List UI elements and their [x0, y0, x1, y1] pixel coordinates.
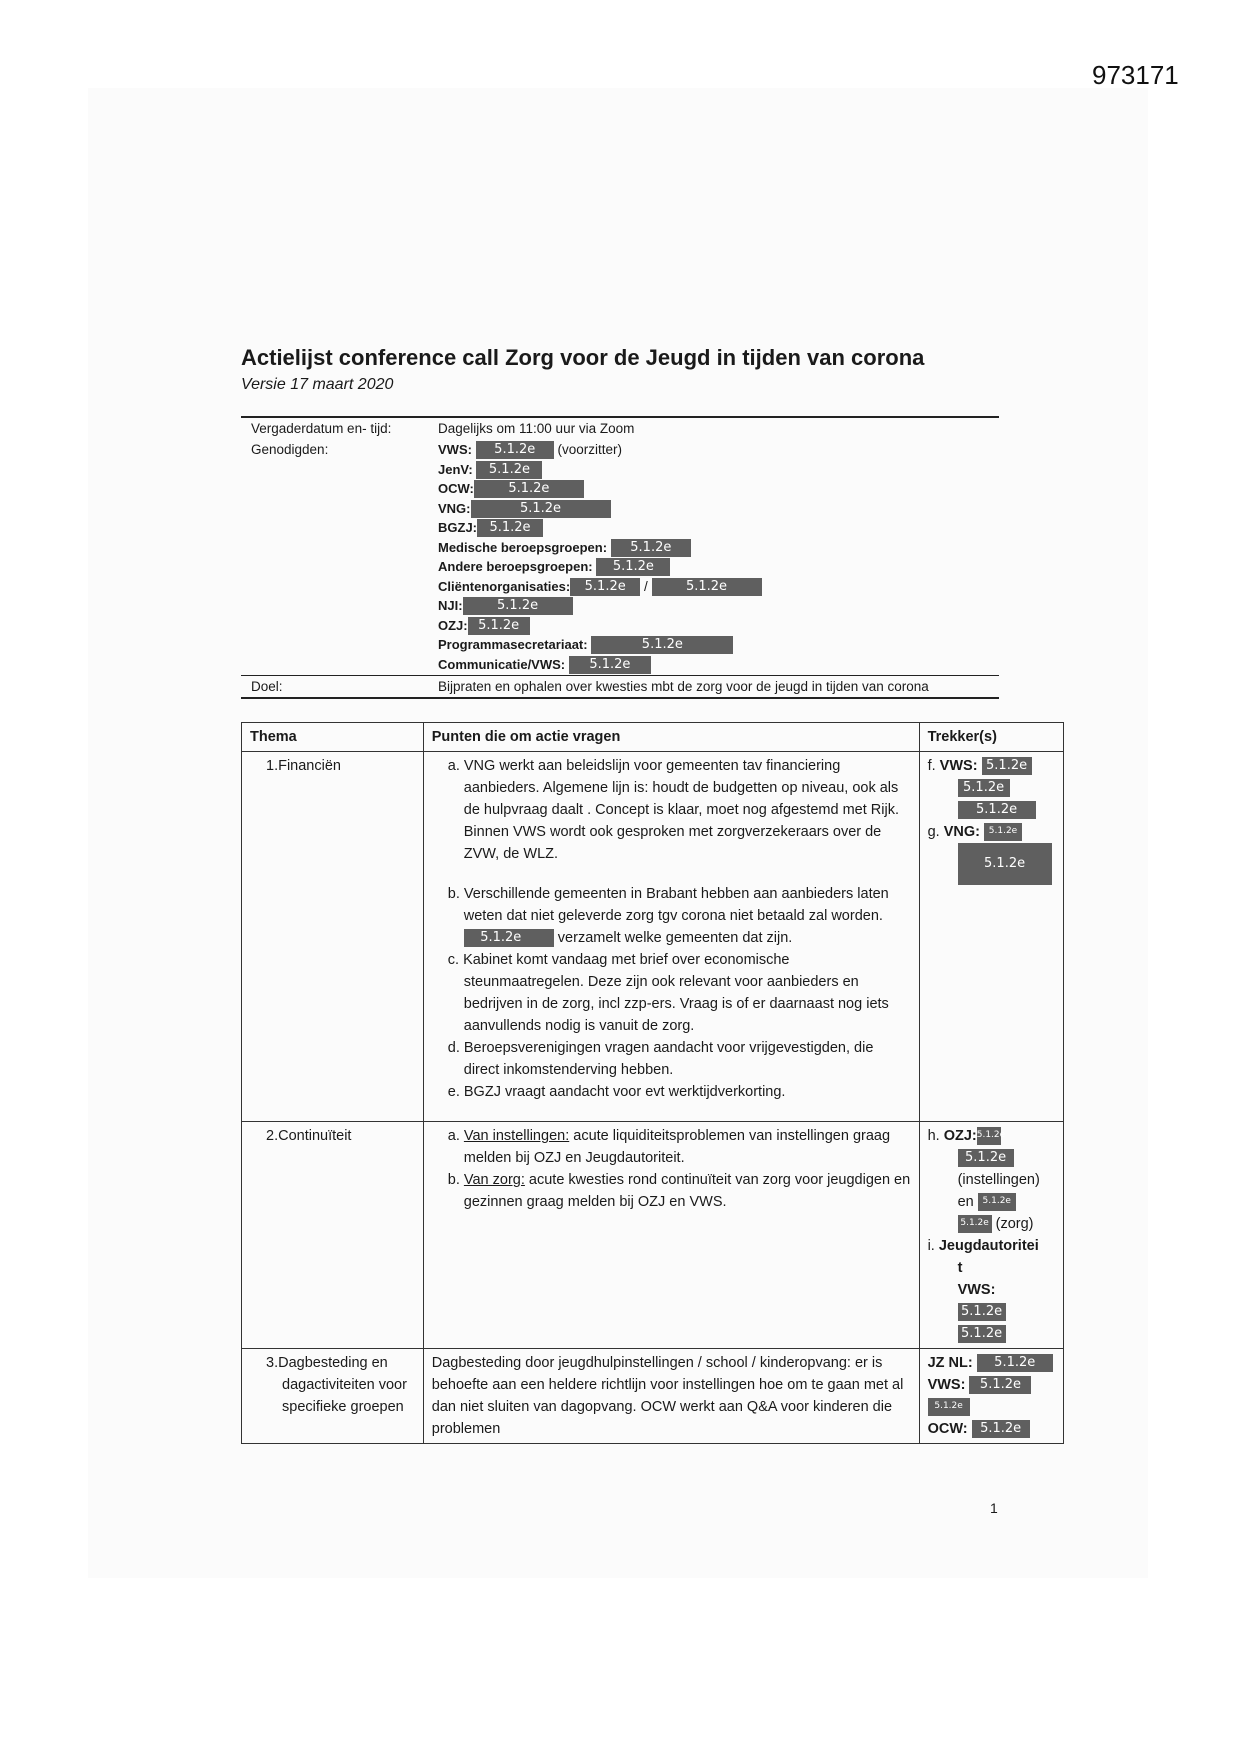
goal-label: Doel:: [241, 676, 438, 699]
header-theme: Thema: [242, 723, 424, 752]
redaction-block: 5.1.2e: [958, 1149, 1014, 1167]
invited-list: [438, 439, 999, 676]
redaction-block: 5.1.2e: [477, 519, 543, 537]
invited-row: Medische beroepsgroepen: 5.1.2e: [438, 538, 999, 558]
redaction-block: 5.1.2e: [958, 1325, 1006, 1343]
invited-row: OCW: 5.1.2e: [438, 479, 999, 499]
redaction-block: 5.1.2e: [652, 578, 762, 596]
redaction-block: 5.1.2e: [476, 461, 542, 479]
redaction-block: 5.1.2e: [984, 823, 1022, 841]
table-row: [242, 752, 1064, 1122]
table-row: [242, 1122, 1064, 1349]
redaction-block: 5.1.2e: [570, 578, 640, 596]
redaction-block: 5.1.2e: [468, 617, 530, 635]
invited-row: VNG: 5.1.2e: [438, 499, 999, 519]
point-text: Dagbesteding door jeugdhulpinstellingen / school / kinderopvang: er is behoefte aan een heldere richtlijn voor instellingen hoe om te gaan met al dan niet sluiten van dagopvang. OCW werkt aan Q&A voor kinderen die problemen: [431, 1355, 904, 1437]
header-points: Punten die om actie vragen: [423, 723, 919, 752]
point-c: c. Kabinet komt vandaag met brief over economische steunmaatregelen. Deze zijn ook relevant voor aanbieders en bedrijven in de zorg, incl zzp-ers. Vraag is of er daarnaast nog iets aanvullends nodig is vanuit de zorg.: [447, 952, 889, 1034]
redaction-block: 5.1.2e: [978, 1193, 1016, 1211]
point-b: b. Verschillende gemeenten in Brabant hebben aan aanbieders laten weten dat niet geleverde zorg tgv corona niet betaald zal worden. 5.1.2e verzamelt welke gemeenten dat zijn.: [447, 886, 889, 946]
action-table: [241, 722, 1064, 1444]
redaction-block: 5.1.2e: [569, 656, 651, 674]
meeting-date-label: Vergaderdatum en- tijd:: [241, 417, 438, 439]
page-title: Actielijst conference call Zorg voor de Jeugd in tijden van corona: [241, 345, 925, 370]
invited-row: OZJ: 5.1.2e: [438, 616, 999, 636]
redaction-block: 5.1.2e: [958, 1215, 992, 1233]
page-number: 1: [990, 1500, 998, 1516]
point-e: e. BGZJ vraagt aandacht voor evt werktijdverkorting.: [447, 1084, 786, 1100]
owners-cell: JZ NL: 5.1.2e VWS: 5.1.2e 5.1.2e OCW: 5.1.2e: [919, 1349, 1063, 1444]
invited-row: Communicatie/VWS: 5.1.2e: [438, 655, 999, 675]
redaction-block: 5.1.2e: [958, 779, 1010, 797]
redaction-block: 5.1.2e: [969, 1376, 1031, 1394]
invited-row: Cliëntenorganisaties: 5.1.2e / 5.1.2e: [438, 577, 999, 597]
redaction-block: 5.1.2e: [611, 539, 691, 557]
redaction-block: 5.1.2e: [982, 757, 1032, 775]
version-subtitle: Versie 17 maart 2020: [241, 376, 394, 393]
document-id: 973171: [1092, 60, 1179, 90]
invited-row: JenV: 5.1.2e: [438, 460, 999, 480]
table-row: [242, 1349, 1064, 1444]
invited-row: VWS: 5.1.2e (voorzitter): [438, 442, 622, 458]
point-d: d. Beroepsverenigingen vragen aandacht voor vrijgevestigden, die direct inkomstenderving hebben.: [447, 1040, 874, 1078]
invited-row: NJI: 5.1.2e: [438, 596, 999, 616]
meeting-date-value: Dagelijks om 11:00 uur via Zoom: [438, 417, 999, 439]
redaction-block: 5.1.2e: [958, 843, 1052, 885]
redaction-block: 5.1.2e: [596, 558, 670, 576]
owners-cell: h. OZJ:5.1.2e 5.1.2e (instellingen) en 5.1.2e 5.1.2e (zorg) i. Jeugdautoritei t VWS: 5.1.2e 5.1.2e: [919, 1122, 1063, 1349]
goal-value: Bijpraten en ophalen over kwesties mbt de zorg voor de jeugd in tijden van corona: [438, 676, 999, 699]
invited-row: BGZJ: 5.1.2e: [438, 518, 999, 538]
points-cell: [423, 752, 919, 1122]
redaction-block: 5.1.2e: [928, 1398, 970, 1416]
redaction-block: 5.1.2e: [463, 597, 573, 615]
invited-row: Andere beroepsgroepen: 5.1.2e: [438, 557, 999, 577]
redaction-block: 5.1.2e: [958, 1303, 1006, 1321]
point-a: a. Van instellingen: acute liquiditeitsproblemen van instellingen graag melden bij OZJ en Jeugdautoriteit.: [447, 1128, 891, 1166]
invited-row: Programmasecretariaat: 5.1.2e: [438, 635, 999, 655]
redaction-block: 5.1.2e: [958, 801, 1036, 819]
header-owners: Trekker(s): [919, 723, 1063, 752]
theme-cell: 3.Dagbesteding en dagactiviteiten voor specifieke groepen: [242, 1349, 424, 1444]
points-cell: [423, 1122, 919, 1349]
owners-cell: f. VWS: 5.1.2e 5.1.2e 5.1.2e g. VNG: 5.1.2e 5.1.2e: [919, 752, 1063, 1122]
theme-cell: 2.Continuïteit: [242, 1122, 424, 1349]
redaction-block: 5.1.2e: [464, 929, 554, 947]
redaction-block: 5.1.2e: [972, 1420, 1030, 1438]
redaction-block: 5.1.2e: [591, 636, 733, 654]
theme-cell: 1.Financiën: [242, 752, 424, 1122]
table-header-row: [242, 723, 1064, 752]
meeting-info-table: [241, 416, 999, 699]
redaction-block: 5.1.2e: [977, 1354, 1053, 1372]
redaction-block: 5.1.2e: [471, 500, 611, 518]
points-cell: [423, 1349, 919, 1444]
point-a: a. VNG werkt aan beleidslijn voor gemeenten tav financiering aanbieders. Algemene lijn is: houdt de budgetten op niveau, ook als de hulpvraag daalt . Concept is klaar, moet nog afgestemd met Rijk. Binnen VWS wordt ook gesproken met zorgverzekeraars over de ZVW, de WLZ.: [447, 758, 899, 862]
redaction-block: 5.1.2e: [476, 441, 554, 459]
point-b: b. Van zorg: acute kwesties rond continuïteit van zorg voor jeugdigen en gezinnen graag melden bij OZJ en VWS.: [447, 1172, 911, 1210]
redaction-block: 5.1.2e: [977, 1127, 1001, 1145]
redaction-block: 5.1.2e: [474, 480, 584, 498]
invited-label: Genodigden:: [251, 442, 329, 457]
